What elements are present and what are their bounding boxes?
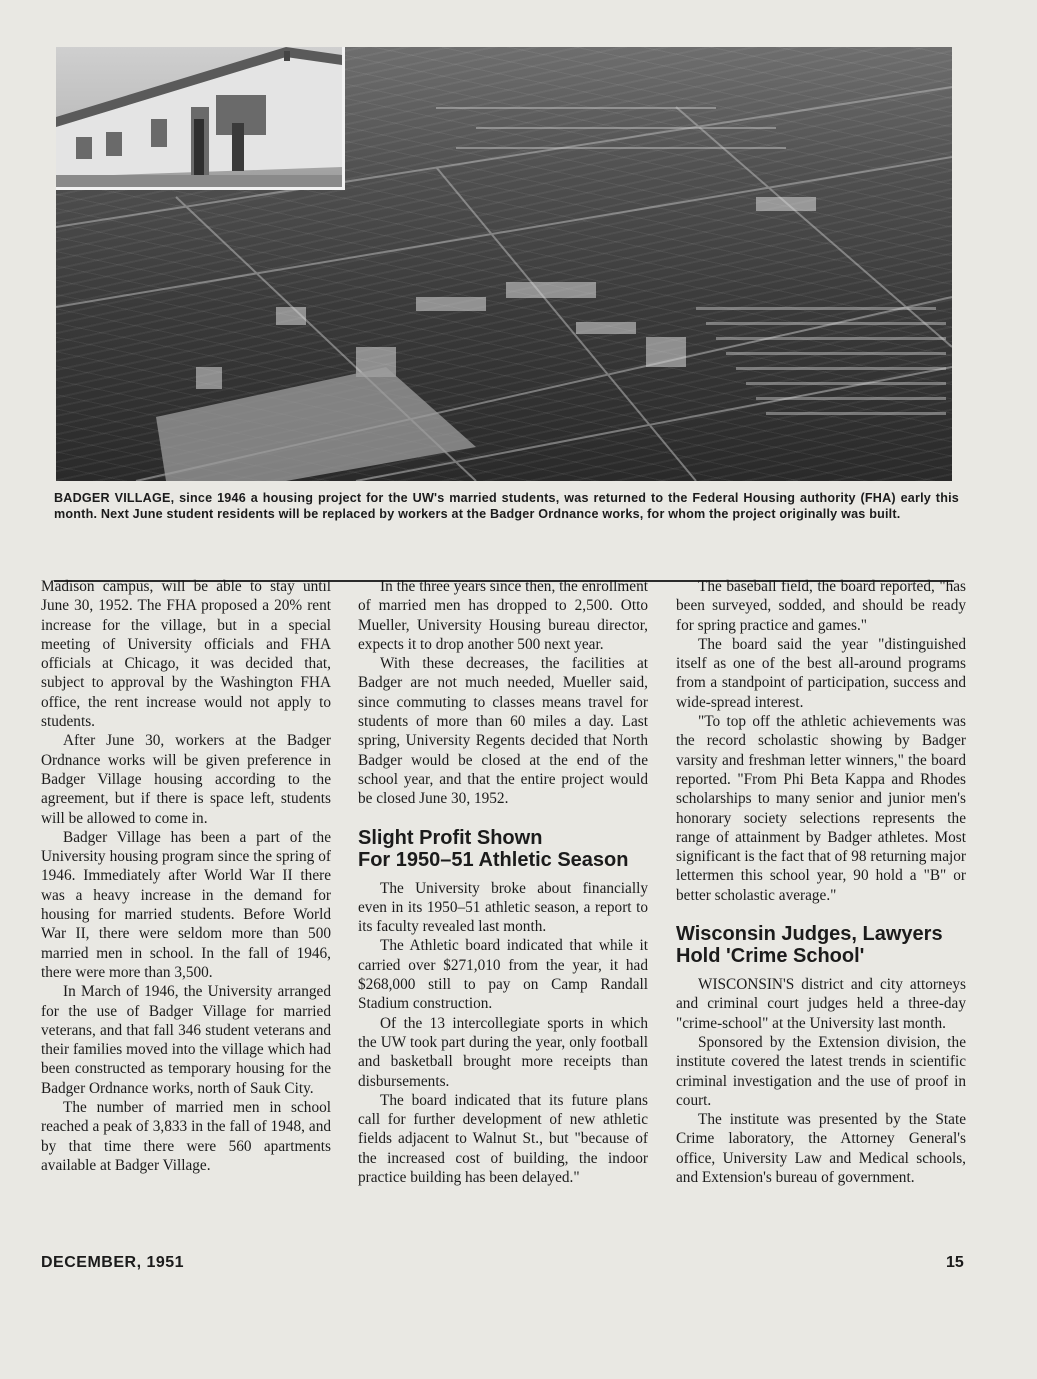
paragraph: Sponsored by the Extension division, the institute covered the latest trends in scientific criminal investigation and the use of proof in court.: [676, 1033, 966, 1109]
page-number: 15: [946, 1254, 964, 1271]
paragraph: WISCONSIN'S district and city attorneys and criminal court judges held a three-day "crime-school" at the University last month.: [676, 976, 966, 1032]
barracks-illustration: [56, 47, 342, 187]
paragraph: The Athletic board indicated that while it carried over $271,010 from the year, it had $268,000 still to pay on Camp Randall Stadium construction.: [358, 937, 648, 1013]
aerial-photo: [56, 47, 952, 481]
paragraph: The baseball field, the board reported, "has been surveyed, sodded, and should be ready for spring practice and games.": [676, 578, 966, 634]
paragraph: "To top off the athletic achievements was the record scholastic showing by Badger varsity and freshman letter winners," the board reported. "From Phi Beta Kappa and Rhodes scholarships to many senior and junior men's honorary society selections represents the range of attainment by Badger athletes. Most significant is the fact that of 98 returning major lettermen this school year, 90 hold a "B" or better scholastic average.": [676, 713, 966, 904]
paragraph: The institute was presented by the State Crime laboratory, the Attorney General's office, University Law and Medical schools, and Extension's bureau of government.: [676, 1111, 966, 1187]
paragraph: With these decreases, the facilities at Badger are not much needed, Mueller said, since commuting to classes means travel for students of more than 60 miles a day. Last spring, University Regents decided that North Badger would be closed at the end of the school year, and that the entire project would be closed June 30, 1952.: [358, 655, 648, 808]
heading-line: For 1950–51 Athletic Season: [358, 848, 629, 871]
athletic-season-heading: [358, 827, 648, 871]
paragraph: The board indicated that its future plans call for further development of new athletic fields adjacent to Walnut St., but "because of the increased cost of building, the indoor practice building has been delayed.": [358, 1091, 648, 1187]
paragraph: Badger Village has been a part of the University housing program since the spring of 1946. Immediately after World War II there was a heavy increase in the demand for housing for married students. Before World War II, there were seldom more than 500 married men in school. In the fall of 1946, there were more than 3,500.: [41, 828, 331, 981]
paragraph: The number of married men in school reached a peak of 3,833 in the fall of 1948, and by that time there were 560 apartments available at Badger Village.: [41, 1099, 331, 1174]
paragraph: Of the 13 intercollegiate sports in which the UW took part during the year, only football and basketball brought more receipts than disbursements.: [358, 1014, 648, 1090]
paragraph: Madison campus, will be able to stay until June 30, 1952. The FHA proposed a 20% rent increase for the village, but in a special meeting of University officials and FHA officials at Chicago, it was decided that, subject to approval by the Washington FHA office, the rent increase would not apply to students.: [41, 578, 331, 731]
paragraph: After June 30, workers at the Badger Ordnance works will be given preference in Badger Village housing according to the agreement, but if there is space left, students will be allowed to come in.: [41, 732, 331, 827]
heading-line: Hold 'Crime School': [676, 945, 865, 968]
column-2: [358, 577, 648, 1187]
column-3: [676, 577, 966, 1187]
paragraph: The board said the year "distinguished itself as one of the best all-around programs from a standpoint of participation, success and wide-spread interest.: [676, 635, 966, 711]
photo-caption: BADGER VILLAGE, since 1946 a housing project for the UW's married students, was returned to the Federal Housing authority (FHA) early this month. Next June student residents will be replaced by workers at the Badger Ordnance works, for whom the project originally was built.: [54, 491, 959, 521]
issue-date: DECEMBER, 1951: [41, 1254, 185, 1271]
inset-photo: [56, 47, 345, 190]
heading-line: Slight Profit Shown: [358, 826, 543, 849]
paragraph: The University broke about financially even in its 1950–51 athletic season, a report to its faculty revealed last month.: [358, 879, 648, 936]
paragraph: In the three years since then, the enrollment of married men has dropped to 2,500. Otto Mueller, University Housing bureau director, expects it to drop another 500 next year.: [358, 578, 648, 653]
crime-school-heading: [676, 923, 966, 967]
paragraph: In March of 1946, the University arranged for the use of Badger Village for married veterans, and that fall 346 student veterans and their families moved into the village which had been constructed as temporary housing for the Badger Ordnance works, north of Sauk City.: [41, 983, 331, 1097]
heading-line: Wisconsin Judges, Lawyers: [676, 923, 943, 946]
column-1: [41, 577, 331, 1175]
